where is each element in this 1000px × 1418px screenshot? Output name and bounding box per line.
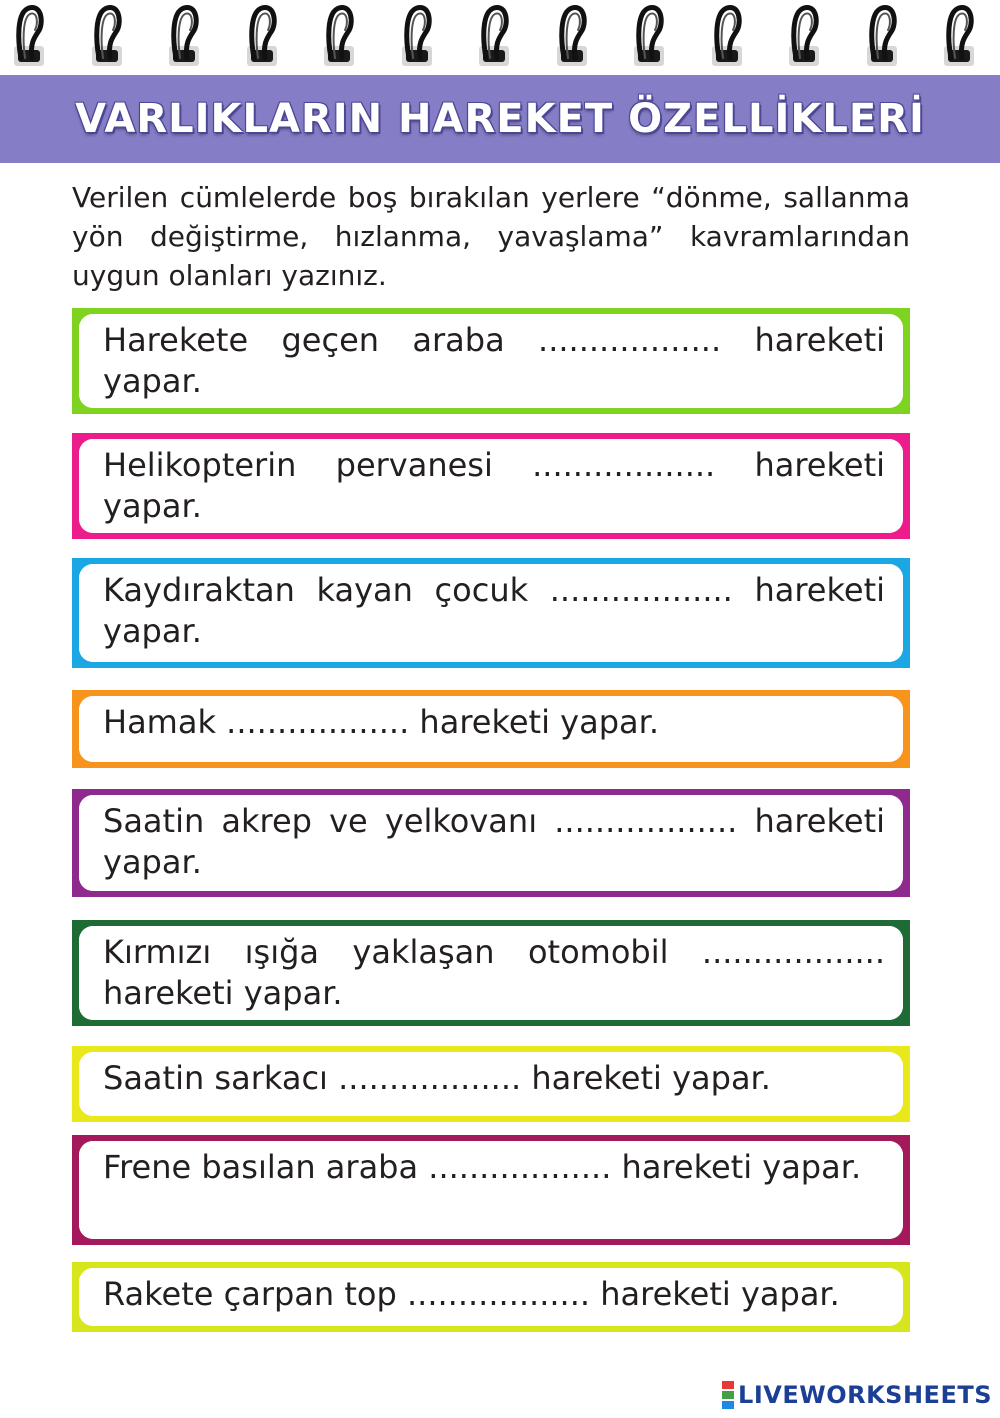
sentence-text: Harekete geçen araba .................. hareketi yapar.	[79, 314, 903, 408]
binding-ring-icon	[241, 2, 283, 68]
sentence-card-3	[72, 558, 910, 668]
binding-ring-icon	[938, 2, 980, 68]
sentence-card-6	[72, 920, 910, 1026]
binding-ring-icon	[861, 2, 903, 68]
spiral-binding	[0, 0, 1000, 70]
sentence-text: Saatin akrep ve yelkovanı .................. hareketi yapar.	[79, 795, 903, 891]
binding-ring-icon	[8, 2, 50, 68]
sentence-text: Saatin sarkacı .................. hareketi yapar.	[79, 1052, 903, 1116]
liveworksheets-logo	[722, 1380, 992, 1410]
sentence-card-7	[72, 1046, 910, 1122]
sentence-card-5	[72, 789, 910, 897]
binding-ring-icon	[86, 2, 128, 68]
sentence-text: Helikopterin pervanesi .................. hareketi yapar.	[79, 439, 903, 533]
sentence-card-2	[72, 433, 910, 539]
binding-ring-icon	[706, 2, 748, 68]
sentence-text: Frene basılan araba .................. hareketi yapar.	[79, 1141, 903, 1239]
sentence-text: Kaydıraktan kayan çocuk .................. hareketi yapar.	[79, 564, 903, 662]
sentence-card-8	[72, 1135, 910, 1245]
sentence-text: Rakete çarpan top .................. hareketi yapar.	[79, 1268, 903, 1326]
binding-ring-icon	[163, 2, 205, 68]
binding-ring-icon	[318, 2, 360, 68]
sentence-card-1	[72, 308, 910, 414]
binding-ring-icon	[473, 2, 515, 68]
binding-ring-icon	[783, 2, 825, 68]
sentence-card-9	[72, 1262, 910, 1332]
page-title: VARLIKLARIN HAREKET ÖZELLİKLERİ	[75, 96, 925, 142]
sentence-text: Kırmızı ışığa yaklaşan otomobil .................. hareketi yapar.	[79, 926, 903, 1020]
instructions-text: Verilen cümlelerde boş bırakılan yerlere “dönme, sallanma yön değiştirme, hızlanma, yavaşlama” kavramlarından uygun olanları yazınız.	[72, 181, 910, 292]
sentence-card-4	[72, 690, 910, 768]
liveworksheets-logo-icon	[722, 1380, 734, 1410]
logo-text: LIVEWORKSHEETS	[738, 1381, 992, 1409]
sentence-text: Hamak .................. hareketi yapar.	[79, 696, 903, 762]
binding-ring-icon	[396, 2, 438, 68]
title-banner	[0, 75, 1000, 163]
binding-ring-icon	[551, 2, 593, 68]
binding-ring-icon	[628, 2, 670, 68]
